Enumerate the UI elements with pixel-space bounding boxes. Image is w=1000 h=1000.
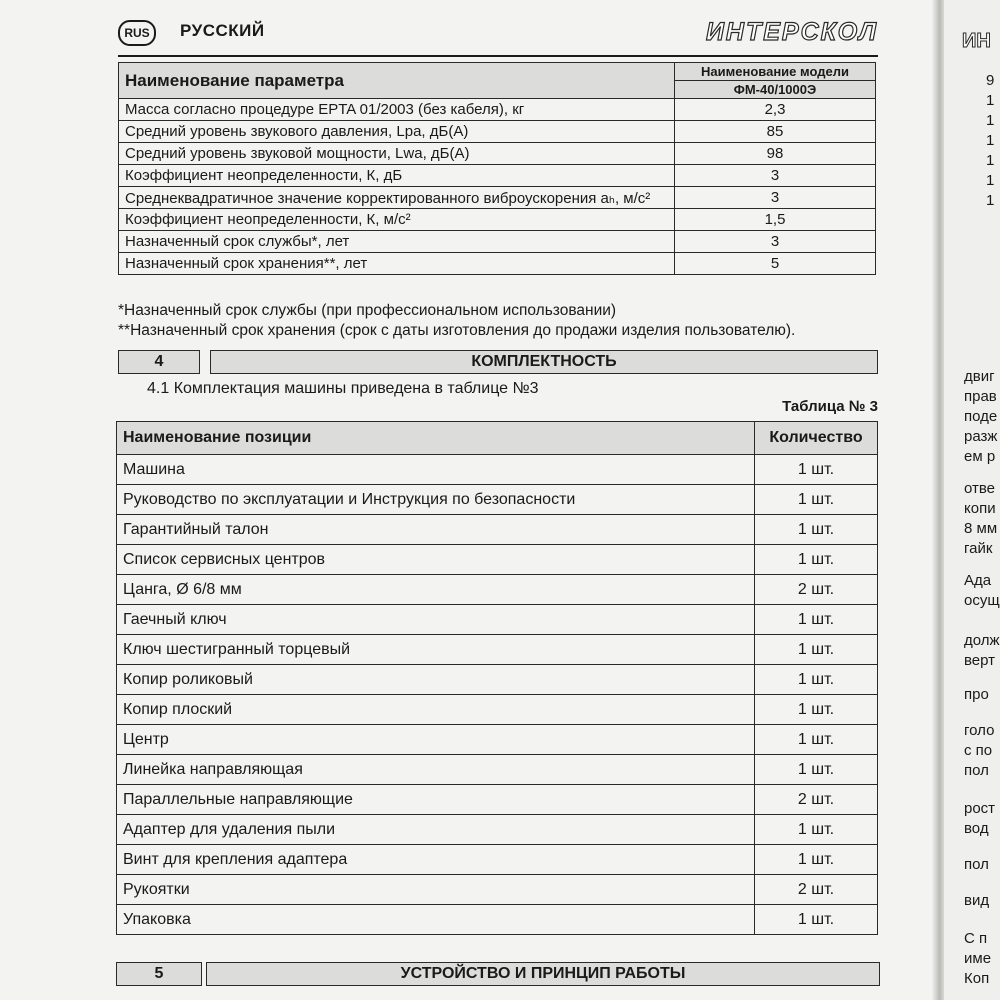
kit-row [117,845,878,875]
next-page-text: гайк [964,540,993,557]
next-page-text: Ада [964,572,992,589]
next-page-text: вид [964,892,990,909]
kit-item: Гаечный ключ [117,605,755,635]
next-page-text: с по [964,742,993,759]
spec-param: Средний уровень звуковой мощности, Lwa, дБ(А) [119,143,675,165]
spec-row [119,121,876,143]
next-page-text: долж [964,632,1000,649]
kit-qty: 1 шт. [755,635,878,665]
next-page-text: 1 [986,192,995,209]
next-page-text: пол [964,856,989,873]
next-page-text: вод [964,820,989,837]
next-page-text: прав [964,388,997,405]
kit-item: Упаковка [117,905,755,935]
spec-row [119,231,876,253]
next-page-text: голо [964,722,995,739]
next-page-text: поде [964,408,998,425]
kit-item: Цанга, Ø 6/8 мм [117,575,755,605]
kit-row [117,575,878,605]
spec-row [119,143,876,165]
kit-item: Копир плоский [117,695,755,725]
kit-item: Адаптер для удаления пыли [117,815,755,845]
kit-row [117,455,878,485]
next-page-text: 9 [986,72,995,89]
section-title: УСТРОЙСТВО И ПРИНЦИП РАБОТЫ [206,962,880,986]
next-page-text: пол [964,762,989,779]
kit-qty: 2 шт. [755,875,878,905]
next-page-text: 1 [986,152,995,169]
kit-row [117,785,878,815]
spec-param: Коэффициент неопределенности, К, дБ [119,165,675,187]
spec-row [119,99,876,121]
spec-value: 3 [675,231,876,253]
spec-table [118,62,876,275]
kit-item-header: Наименование позиции [117,422,755,455]
section-number: 4 [118,350,200,374]
kit-qty: 2 шт. [755,575,878,605]
section-subtitle: 4.1 Комплектация машины приведена в таблице №3 [147,380,539,397]
spec-row [119,187,876,209]
footnote: **Назначенный срок хранения (срок с даты изготовления до продажи изделия пользователю). [118,322,796,339]
kit-row [117,725,878,755]
kit-qty: 2 шт. [755,785,878,815]
next-page-text: рост [964,800,996,817]
next-page-text: име [964,950,992,967]
spec-value: 98 [675,143,876,165]
kit-item: Центр [117,725,755,755]
spec-param: Коэффициент неопределенности, К, м/с² [119,209,675,231]
next-page-text: 1 [986,172,995,189]
kit-row [117,905,878,935]
kit-row [117,545,878,575]
next-page-text: 1 [986,132,995,149]
language-name: РУССКИЙ [180,21,265,40]
kit-qty: 1 шт. [755,695,878,725]
spec-value: 2,3 [675,99,876,121]
kit-row [117,815,878,845]
spec-row [119,209,876,231]
kit-item: Машина [117,455,755,485]
kit-qty: 1 шт. [755,815,878,845]
spec-param: Среднеквадратичное значение корректированного виброускорения aₕ, м/с² [119,187,675,209]
spec-value: 1,5 [675,209,876,231]
spec-row [119,253,876,275]
spec-value: 85 [675,121,876,143]
kit-item: Ключ шестигранный торцевый [117,635,755,665]
spec-value: 3 [675,187,876,209]
kit-item: Гарантийный талон [117,515,755,545]
kit-row [117,515,878,545]
spec-value: 3 [675,165,876,187]
language-badge: RUS [118,20,156,46]
next-page-text: осущ [964,592,1000,609]
kit-table [116,421,878,935]
kit-item: Рукоятки [117,875,755,905]
header-divider [118,55,878,57]
spec-model-header: Наименование модели [675,63,876,81]
spec-param: Назначенный срок службы*, лет [119,231,675,253]
next-page-text: копи [964,500,996,517]
spec-param: Назначенный срок хранения**, лет [119,253,675,275]
kit-item: Линейка направляющая [117,755,755,785]
next-page-text: Коп [964,970,990,987]
next-page-brand: ИН [962,30,991,52]
kit-row [117,695,878,725]
page-header [118,16,878,52]
kit-item: Копир роликовый [117,665,755,695]
next-page-text: 8 мм [964,520,998,537]
next-page-text: про [964,686,989,703]
spec-row [119,165,876,187]
kit-row [117,665,878,695]
next-page-text: С п [964,930,988,947]
kit-item: Руководство по эксплуатации и Инструкция по безопасности [117,485,755,515]
kit-qty: 1 шт. [755,545,878,575]
kit-qty: 1 шт. [755,755,878,785]
kit-qty: 1 шт. [755,485,878,515]
spec-param-header: Наименование параметра [119,63,675,99]
kit-qty: 1 шт. [755,665,878,695]
table-caption: Таблица № 3 [782,398,878,415]
kit-row [117,605,878,635]
kit-qty: 1 шт. [755,455,878,485]
next-page-text: ем р [964,448,996,465]
footnote: *Назначенный срок службы (при профессиональном использовании) [118,302,617,319]
kit-row [117,755,878,785]
next-page-edge [944,0,1000,1000]
spec-model-name: ФМ-40/1000Э [675,81,876,99]
kit-qty: 1 шт. [755,845,878,875]
kit-item: Винт для крепления адаптера [117,845,755,875]
kit-row [117,485,878,515]
next-page-text: двиг [964,368,995,385]
spec-param: Средний уровень звукового давления, Lpa, дБ(А) [119,121,675,143]
kit-qty: 1 шт. [755,515,878,545]
brand-logo: ИНТЕРСКОЛ [705,18,878,46]
kit-row [117,875,878,905]
kit-item: Список сервисных центров [117,545,755,575]
kit-item: Параллельные направляющие [117,785,755,815]
spec-param: Масса согласно процедуре EPTA 01/2003 (без кабеля), кг [119,99,675,121]
spec-value: 5 [675,253,876,275]
next-page-text: отве [964,480,996,497]
kit-qty: 1 шт. [755,905,878,935]
next-page-text: разж [964,428,998,445]
section-number: 5 [116,962,202,986]
next-page-text: 1 [986,92,995,109]
kit-row [117,635,878,665]
next-page-text: 1 [986,112,995,129]
kit-qty-header: Количество [755,422,878,455]
kit-qty: 1 шт. [755,725,878,755]
kit-qty: 1 шт. [755,605,878,635]
next-page-text: верт [964,652,996,669]
section-title: КОМПЛЕКТНОСТЬ [210,350,878,374]
